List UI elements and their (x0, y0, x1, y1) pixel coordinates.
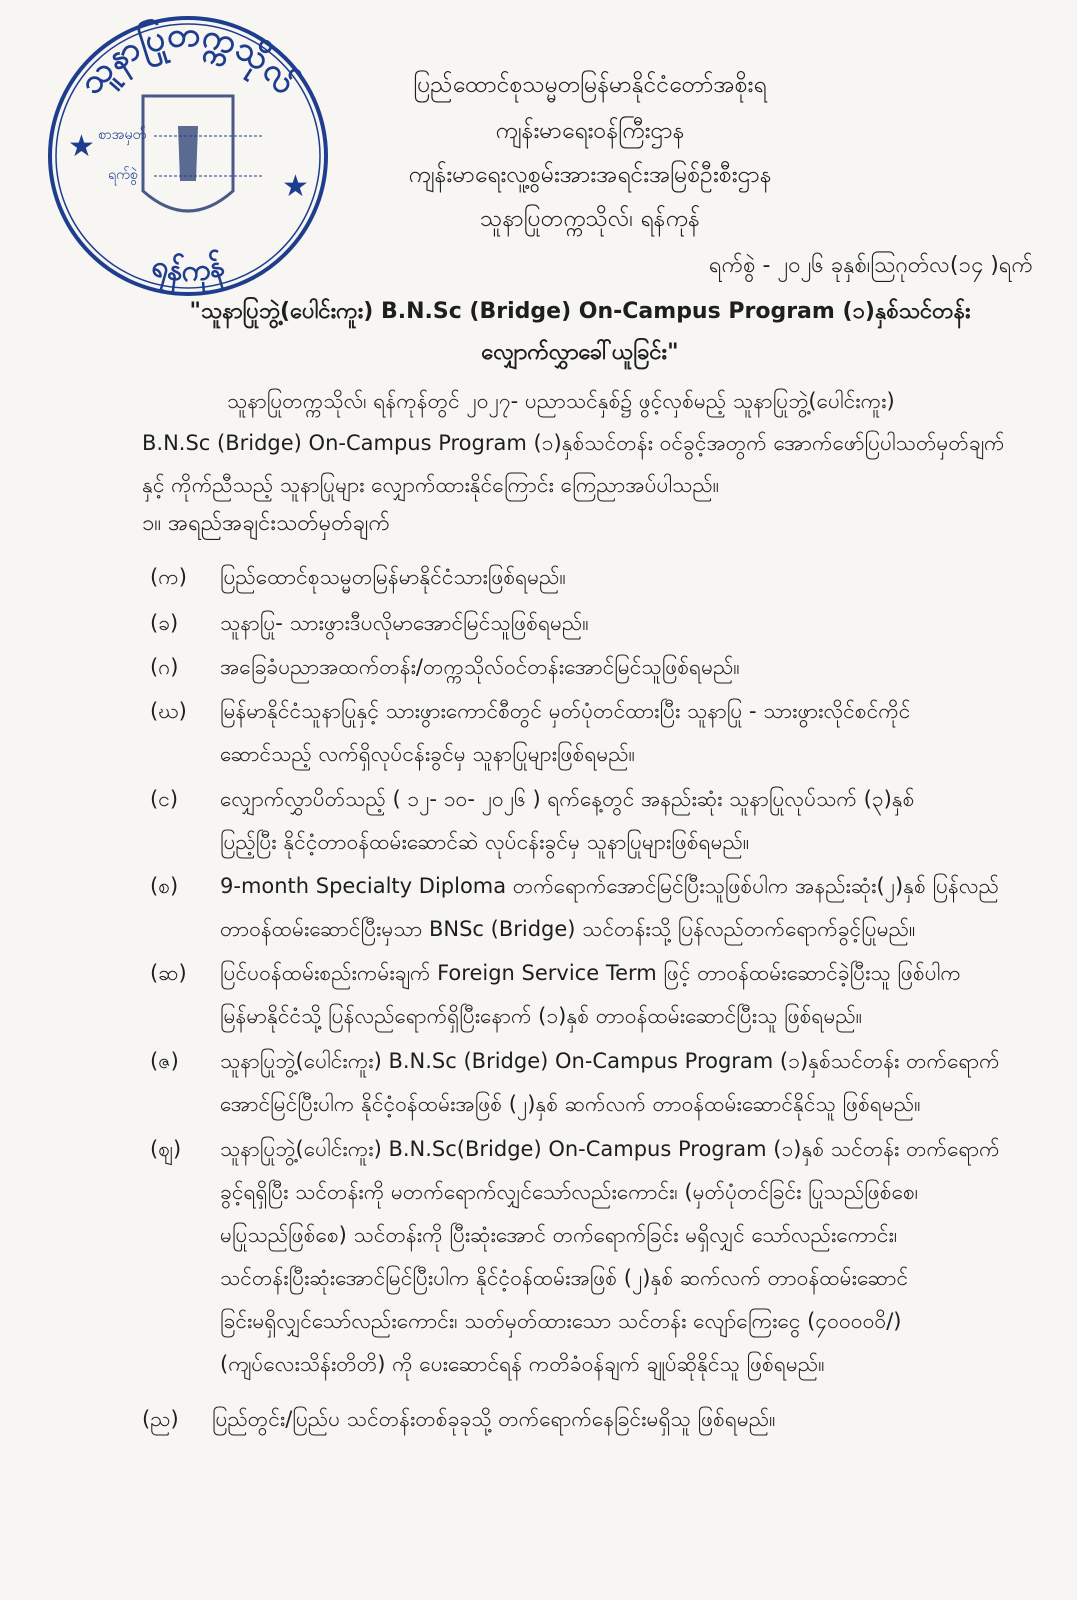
document-date: ရက်စွဲ - ၂၀၂၆ ခုနှစ်၊ဩဂုတ်လ(၁၄ )ရက် (708, 253, 1033, 278)
seal-field-date: ရက်စွဲ (108, 167, 138, 183)
list-item (150, 690, 1040, 776)
seal-arc-top: သူနာပြုတက္ကသိုလ် (70, 14, 306, 103)
item-marker: (ဂ) (150, 655, 179, 679)
item-line: အောင်မြင်ပြီးပါက နိုင်ငံ့ဝန်ထမ်းအဖြစ် (၂)နှစ် ဆက်လက် တာဝန်ထမ်းဆောင်နိုင်သူ ဖြစ်ရမည်။ (220, 1092, 921, 1116)
item-marker: (င) (150, 787, 179, 811)
item-line: မပြုသည်ဖြစ်စေ) သင်တန်းကို ပြီးဆုံးအောင် တက်ရောက်ခြင်း မရှိလျှင် သော်လည်းကောင်း၊ (220, 1223, 898, 1247)
header-department: ကျန်းမာရေးလူ့စွမ်းအားအရင်းအမြစ်ဦးစီးဌာန (408, 162, 772, 188)
item-line: (ကျပ်လေးသိန်းတိတိ) ကို ပေးဆောင်ရန် ကတိခံဝန်ချက် ချုပ်ဆိုနိုင်သူ ဖြစ်ရမည်။ (220, 1352, 825, 1376)
item-line: တာဝန်ထမ်းဆောင်ပြီးမှသာ BNSc (Bridge) သင်တန်းသို့ ပြန်လည်တက်ရောက်ခွင့်ပြုမည်။ (220, 917, 916, 941)
notice-title-line1: "သူနာပြုဘွဲ့(ပေါင်းကူး) B.N.Sc (Bridge) On-Campus Program (၁)နှစ်သင်တန်း (189, 299, 971, 324)
intro-line: သူနာပြုတက္ကသိုလ်၊ ရန်ကုန်တွင် ၂၀၂၇- ပညာသင်နှစ်၌ ဖွင့်လှစ်မည့် သူနာပြုဘွဲ့(ပေါင်းကူး) (227, 389, 895, 413)
header-university: သူနာပြုတက္ကသိုလ်၊ ရန်ကုန် (480, 206, 700, 232)
item-marker: (ဃ) (150, 699, 187, 723)
notice-title-line2: လျှောက်လွှာခေါ်ယူခြင်း" (481, 340, 679, 365)
header-ministry: ကျန်းမာရေးဝန်ကြီးဌာန (495, 118, 685, 144)
intro-line: B.N.Sc (Bridge) On-Campus Program (၁)နှစ်သင်တန်း ဝင်ခွင့်အတွက် အောက်ဖော်ပြပါသတ်မှတ်ချက် (142, 431, 1005, 455)
seal-arc-bottom: ရန်ကုန် (147, 248, 229, 290)
header-government: ပြည်ထောင်စုသမ္မတမြန်မာနိုင်ငံတော်အစိုးရ (413, 72, 767, 98)
item-marker: (ဈ) (150, 1137, 182, 1161)
item-line: အခြေခံပညာအထက်တန်း/တက္ကသိုလ်ဝင်တန်းအောင်မြင်သူဖြစ်ရမည်။ (220, 655, 740, 679)
intro-line: နှင့် ကိုက်ညီသည့် သူနာပြုများ လျှောက်ထားနိုင်ကြောင်း ကြေညာအပ်ပါသည်။ (142, 473, 720, 497)
item-line: သူနာပြု- သားဖွားဒီပလိုမာအောင်မြင်သူဖြစ်ရမည်။ (220, 611, 589, 635)
list-item (150, 1040, 1040, 1126)
list-item (150, 1128, 1040, 1386)
item-line: ပြည့်ပြီး နိုင်ငံ့တာဝန်ထမ်းဆောင်ဆဲ လုပ်ငန်းခွင်မှ သူနာပြုများဖြစ်ရမည်။ (220, 830, 750, 854)
intro-paragraph (142, 380, 1042, 506)
item-line: သူနာပြုဘွဲ့(ပေါင်းကူး) B.N.Sc (Bridge) On-Campus Program (၁)နှစ်သင်တန်း တက်ရောက် (220, 1049, 1000, 1073)
list-item (150, 556, 1040, 599)
svg-text:★: ★ (68, 129, 95, 164)
list-item (150, 952, 1040, 1038)
svg-text:သူနာပြုတက္ကသိုလ် (71, 15, 305, 107)
item-marker: (ဆ) (150, 961, 187, 985)
list-item (150, 865, 1040, 951)
university-seal (38, 6, 338, 306)
list-item (150, 602, 1040, 645)
item-marker: (ခ) (150, 611, 179, 635)
item-line: မြန်မာနိုင်ငံသူနာပြုနှင့် သားဖွားကောင်စီတွင် မှတ်ပုံတင်ထားပြီး သူနာပြု - သားဖွားလိုင်စင်ကိုင် (220, 699, 911, 723)
item-line: ပြင်ပဝန်ထမ်းစည်းကမ်းချက် Foreign Service Term ဖြင့် တာဝန်ထမ်းဆောင်ခဲ့ပြီးသူ ဖြစ်ပါက (220, 961, 961, 985)
list-item (142, 1398, 1032, 1441)
item-marker: (စ) (150, 874, 179, 898)
item-line: ခွင့်ရရှိပြီး သင်တန်းကို မတက်ရောက်လျှင်သော်လည်းကောင်း၊ (မှတ်ပုံတင်ခြင်း ပြုသည်ဖြစ်စေ၊ (220, 1180, 919, 1204)
seal-field-number: စာအမှတ် (98, 127, 147, 143)
item-line: ပြည်ထောင်စုသမ္မတမြန်မာနိုင်ငံသားဖြစ်ရမည်။ (220, 565, 566, 589)
svg-text:★: ★ (282, 169, 309, 204)
item-marker: (ည) (142, 1407, 179, 1431)
list-item (150, 646, 1040, 689)
item-line: 9-month Specialty Diploma တက်ရောက်အောင်မြင်ပြီးသူဖြစ်ပါက အနည်းဆုံး(၂)နှစ် ပြန်လည် (220, 874, 999, 898)
item-line: မြန်မာနိုင်ငံသို့ ပြန်လည်ရောက်ရှိပြီးနောက် (၁)နှစ် တာဝန်ထမ်းဆောင်ပြီးသူ ဖြစ်ရမည်။ (220, 1004, 863, 1028)
item-marker: (ဇ) (150, 1049, 179, 1073)
item-marker: (က) (150, 565, 187, 589)
item-line: ခြင်းမရှိလျှင်သော်လည်းကောင်း၊ သတ်မှတ်ထားသော သင်တန်း လျော်ကြေးငွေ (၄၀၀၀၀ဝိ/) (220, 1309, 902, 1333)
item-line: သူနာပြုဘွဲ့(ပေါင်းကူး) B.N.Sc(Bridge) On-Campus Program (၁)နှစ် သင်တန်း တက်ရောက် (220, 1137, 1000, 1161)
section-heading: ၁။ အရည်အချင်းသတ်မှတ်ချက် (142, 511, 391, 536)
item-line: ပြည်တွင်း/ပြည်ပ သင်တန်းတစ်ခုခုသို့ တက်ရောက်နေခြင်းမရှိသူ ဖြစ်ရမည်။ (212, 1407, 776, 1431)
item-line: လျှောက်လွှာပိတ်သည့် ( ၁၂- ၁၀- ၂၀၂၆ ) ရက်နေ့တွင် အနည်းဆုံး သူနာပြုလုပ်သက် (၃)နှစ် (220, 787, 915, 811)
item-line: သင်တန်းပြီးဆုံးအောင်မြင်ပြီးပါက နိုင်ငံ့ဝန်ထမ်းအဖြစ် (၂)နှစ် ဆက်လက် တာဝန်ထမ်းဆောင် (220, 1266, 909, 1290)
item-line: ဆောင်သည့် လက်ရှိလုပ်ငန်းခွင်မှ သူနာပြုများဖြစ်ရမည်။ (220, 742, 636, 766)
list-item (150, 778, 1040, 864)
